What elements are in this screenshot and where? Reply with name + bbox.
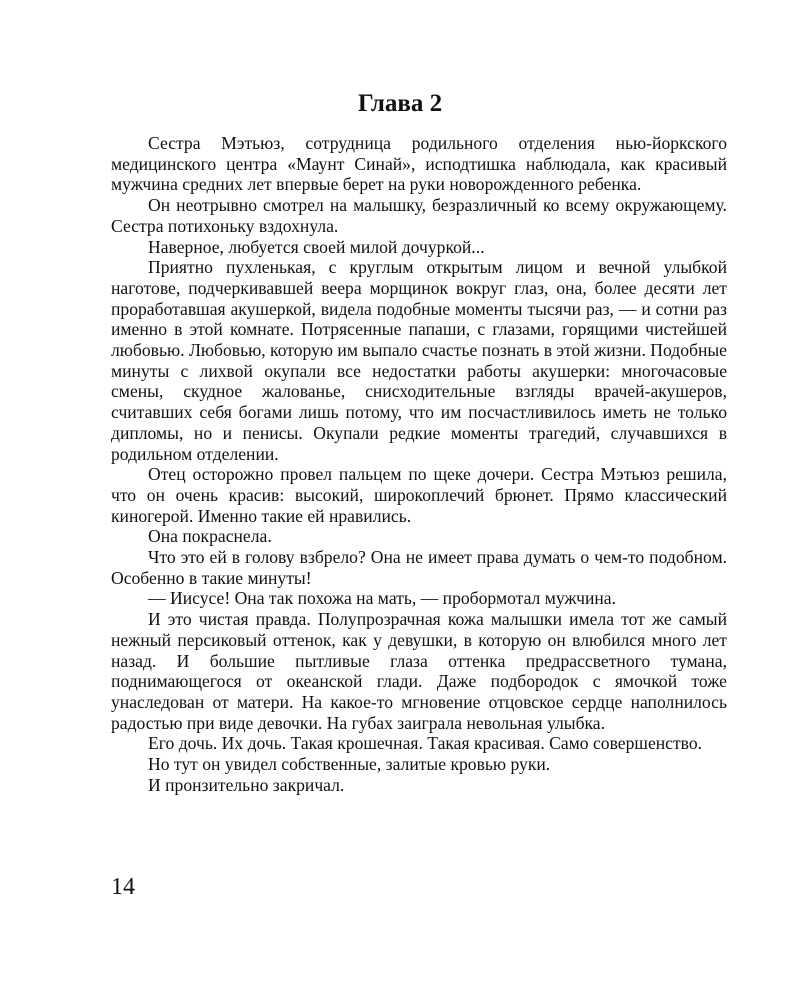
paragraph: Его дочь. Их дочь. Такая крошечная. Такая красивая. Само совершенство. <box>148 733 703 754</box>
paragraph: Она покраснела. <box>148 526 272 547</box>
chapter-title: Глава 2 <box>357 90 443 117</box>
paragraph: Отец осторожно провел пальцем по щеке дочери. Сестра Мэтьюз решила, что он очень красив: высокий, широкоплечий брюнет. Прямо классический киногерой. Именно такие ей нравились. <box>111 464 727 526</box>
paragraph: — Иисусе! Она так похожа на мать, — пробормотал мужчина. <box>148 588 617 609</box>
paragraph: Что это ей в голову взбрело? Она не имеет права думать о чем-то подобном. Особенно в такие минуты! <box>111 547 727 588</box>
paragraph: Приятно пухленькая, с круглым открытым лицом и вечной улыбкой наготове, подчеркивавшей веера морщинок вокруг глаз, она, более десяти лет проработавшая акушеркой, видела подобные моменты тысячи раз, — и сотни раз именно в этой комнате. Потрясенные папаши, с глазами, горящими чистейшей любовью. Любовью, которую им выпало счастье познать в этой жизни. Подобные минуты с лихвой окупали все недостатки работы акушерки: многочасовые смены, скудное жалованье, снисходительные взгляды врачей-акушеров, считавших себя богами лишь потому, что им посчастливилось иметь не только дипломы, но и пенисы. Окупали редкие моменты трагедий, случавшихся в родильном отделении. <box>111 257 727 464</box>
paragraph: Сестра Мэтьюз, сотрудница родильного отделения нью-йоркского медицинского центра «Маунт Синай», исподтишка наблюдала, как красивый мужчина средних лет впервые берет на руки новорожденного ребенка. <box>111 133 727 195</box>
paragraph: Он неотрывно смотрел на малышку, безразличный ко всему окружающему. Сестра потихоньку вздохнула. <box>111 195 727 236</box>
paragraph: Наверное, любуется своей милой дочуркой... <box>148 236 485 257</box>
paragraph: Но тут он увидел собственные, залитые кровью руки. <box>148 754 551 775</box>
paragraph: И пронзительно закричал. <box>148 774 345 795</box>
page-number: 14 <box>111 874 135 900</box>
chapter-body <box>111 133 727 796</box>
paragraph: И это чистая правда. Полупрозрачная кожа малышки имела тот же самый нежный персиковый оттенок, как у девушки, в которую он влюбился много лет назад. И большие пытливые глаза оттенка предрассветного тумана, поднимающегося от океанской глади. Даже подбородок с ямочкой тоже унаследован от матери. На какое-то мгновение отцовское сердце наполнилось радостью при виде девочки. На губах заиграла невольная улыбка. <box>111 609 727 733</box>
